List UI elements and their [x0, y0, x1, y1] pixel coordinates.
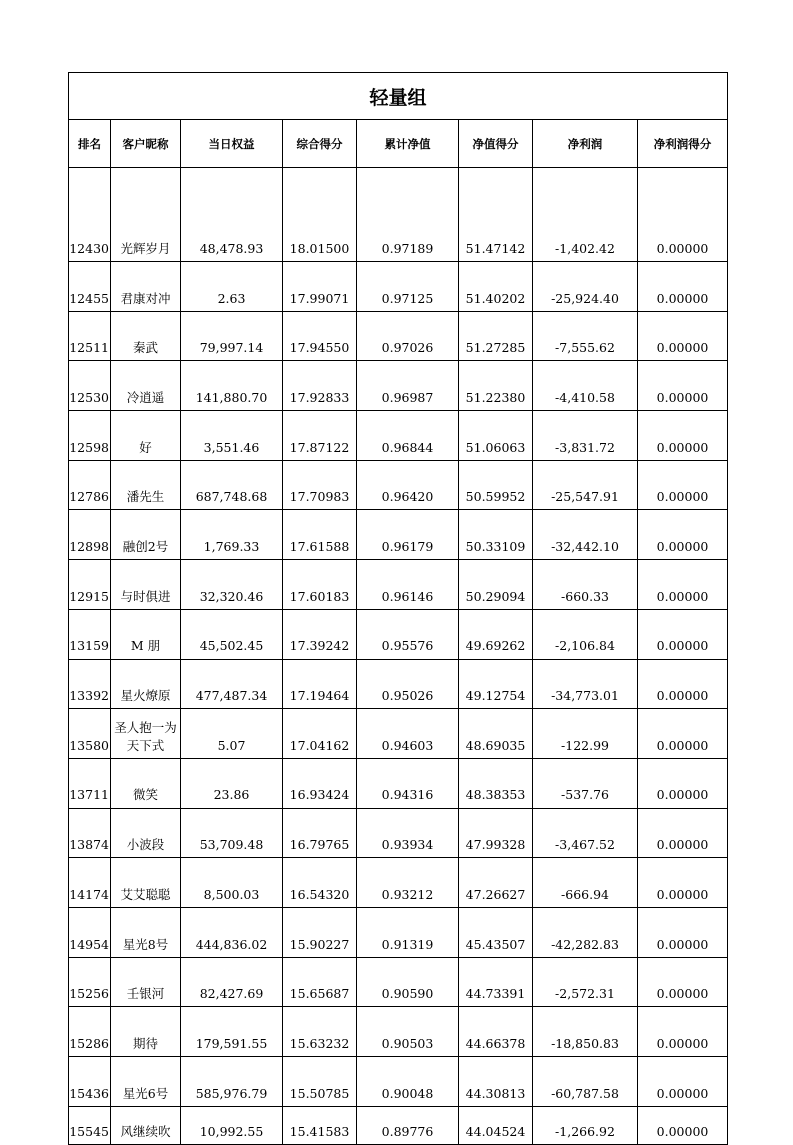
nav-score-cell: 51.22380 [459, 361, 533, 411]
nav-score-cell: 44.73391 [459, 957, 533, 1007]
nav-cell: 0.94316 [357, 758, 459, 808]
net-profit-cell: -1,266.92 [533, 1106, 638, 1144]
total-score-cell: 17.19464 [283, 659, 357, 709]
profit-score-cell: 0.00000 [638, 411, 728, 461]
total-score-cell: 17.70983 [283, 460, 357, 510]
total-score-cell: 17.60183 [283, 560, 357, 610]
header-nickname: 客户昵称 [111, 120, 181, 168]
equity-cell: 45,502.45 [181, 609, 283, 659]
total-score-cell: 15.50785 [283, 1057, 357, 1107]
rank-cell: 12455 [69, 262, 111, 312]
nickname-cell: 好 [111, 411, 181, 461]
total-score-cell: 17.87122 [283, 411, 357, 461]
nickname-cell: 小波段 [111, 808, 181, 858]
rank-cell: 13580 [69, 709, 111, 759]
net-profit-cell: -3,831.72 [533, 411, 638, 461]
profit-score-cell: 0.00000 [638, 262, 728, 312]
profit-score-cell: 0.00000 [638, 957, 728, 1007]
rank-cell: 13711 [69, 758, 111, 808]
nav-cell: 0.96420 [357, 460, 459, 510]
table-row [69, 858, 728, 908]
header-equity: 当日权益 [181, 120, 283, 168]
total-score-cell: 18.01500 [283, 168, 357, 262]
nav-cell: 0.89776 [357, 1106, 459, 1144]
nav-cell: 0.96146 [357, 560, 459, 610]
nav-score-cell: 48.38353 [459, 758, 533, 808]
profit-score-cell: 0.00000 [638, 1007, 728, 1057]
net-profit-cell: -666.94 [533, 858, 638, 908]
header-row [69, 120, 728, 168]
profit-score-cell: 0.00000 [638, 311, 728, 361]
nav-score-cell: 44.66378 [459, 1007, 533, 1057]
equity-cell: 3,551.46 [181, 411, 283, 461]
equity-cell: 1,769.33 [181, 510, 283, 560]
header-cumulative-nav: 累计净值 [357, 120, 459, 168]
equity-cell: 141,880.70 [181, 361, 283, 411]
rank-cell: 13159 [69, 609, 111, 659]
table-row [69, 609, 728, 659]
rank-cell: 12511 [69, 311, 111, 361]
equity-cell: 687,748.68 [181, 460, 283, 510]
nav-score-cell: 51.06063 [459, 411, 533, 461]
profit-score-cell: 0.00000 [638, 361, 728, 411]
table-row [69, 709, 728, 759]
nickname-cell: 艾艾聪聪 [111, 858, 181, 908]
profit-score-cell: 0.00000 [638, 709, 728, 759]
table-row [69, 510, 728, 560]
net-profit-cell: -60,787.58 [533, 1057, 638, 1107]
table-row [69, 758, 728, 808]
nickname-cell: 秦武 [111, 311, 181, 361]
equity-cell: 179,591.55 [181, 1007, 283, 1057]
table-row [69, 907, 728, 957]
total-score-cell: 15.90227 [283, 907, 357, 957]
profit-score-cell: 0.00000 [638, 560, 728, 610]
nav-score-cell: 50.59952 [459, 460, 533, 510]
nickname-cell: 微笑 [111, 758, 181, 808]
nav-cell: 0.97026 [357, 311, 459, 361]
nickname-cell: 壬银河 [111, 957, 181, 1007]
profit-score-cell: 0.00000 [638, 858, 728, 908]
equity-cell: 444,836.02 [181, 907, 283, 957]
table-row [69, 262, 728, 312]
total-score-cell: 17.92833 [283, 361, 357, 411]
nickname-cell: 星光8号 [111, 907, 181, 957]
net-profit-cell: -42,282.83 [533, 907, 638, 957]
nav-score-cell: 45.43507 [459, 907, 533, 957]
nickname-cell: M 朋 [111, 609, 181, 659]
ranking-table [68, 72, 728, 1145]
total-score-cell: 17.99071 [283, 262, 357, 312]
nav-cell: 0.93212 [357, 858, 459, 908]
header-rank: 排名 [69, 120, 111, 168]
nav-cell: 0.96987 [357, 361, 459, 411]
net-profit-cell: -34,773.01 [533, 659, 638, 709]
rank-cell: 13874 [69, 808, 111, 858]
total-score-cell: 16.79765 [283, 808, 357, 858]
header-nav-score: 净值得分 [459, 120, 533, 168]
nickname-cell: 与时俱进 [111, 560, 181, 610]
total-score-cell: 17.61588 [283, 510, 357, 560]
nav-cell: 0.90590 [357, 957, 459, 1007]
nav-score-cell: 47.26627 [459, 858, 533, 908]
nav-cell: 0.93934 [357, 808, 459, 858]
profit-score-cell: 0.00000 [638, 168, 728, 262]
nav-score-cell: 44.30813 [459, 1057, 533, 1107]
total-score-cell: 15.65687 [283, 957, 357, 1007]
equity-cell: 477,487.34 [181, 659, 283, 709]
net-profit-cell: -7,555.62 [533, 311, 638, 361]
table-row [69, 808, 728, 858]
equity-cell: 23.86 [181, 758, 283, 808]
net-profit-cell: -2,106.84 [533, 609, 638, 659]
equity-cell: 48,478.93 [181, 168, 283, 262]
nav-score-cell: 50.29094 [459, 560, 533, 610]
table-body [69, 168, 728, 1145]
rank-cell: 13392 [69, 659, 111, 709]
header-total-score: 综合得分 [283, 120, 357, 168]
rank-cell: 15256 [69, 957, 111, 1007]
equity-cell: 82,427.69 [181, 957, 283, 1007]
nav-cell: 0.95576 [357, 609, 459, 659]
equity-cell: 8,500.03 [181, 858, 283, 908]
total-score-cell: 17.94550 [283, 311, 357, 361]
net-profit-cell: -18,850.83 [533, 1007, 638, 1057]
nav-score-cell: 51.40202 [459, 262, 533, 312]
net-profit-cell: -25,547.91 [533, 460, 638, 510]
rank-cell: 15436 [69, 1057, 111, 1107]
net-profit-cell: -32,442.10 [533, 510, 638, 560]
nav-cell: 0.96844 [357, 411, 459, 461]
header-net-profit: 净利润 [533, 120, 638, 168]
nav-cell: 0.94603 [357, 709, 459, 759]
nav-cell: 0.91319 [357, 907, 459, 957]
equity-cell: 79,997.14 [181, 311, 283, 361]
equity-cell: 10,992.55 [181, 1106, 283, 1144]
total-score-cell: 17.39242 [283, 609, 357, 659]
net-profit-cell: -1,402.42 [533, 168, 638, 262]
table-row [69, 1106, 728, 1144]
nav-score-cell: 49.12754 [459, 659, 533, 709]
ranking-sheet [68, 72, 727, 1145]
nav-score-cell: 44.04524 [459, 1106, 533, 1144]
net-profit-cell: -660.33 [533, 560, 638, 610]
nickname-cell: 融创2号 [111, 510, 181, 560]
nickname-cell: 光辉岁月 [111, 168, 181, 262]
table-row [69, 460, 728, 510]
profit-score-cell: 0.00000 [638, 1106, 728, 1144]
rank-cell: 12915 [69, 560, 111, 610]
nickname-cell: 圣人抱一为天下式 [111, 709, 181, 759]
nav-score-cell: 51.27285 [459, 311, 533, 361]
net-profit-cell: -25,924.40 [533, 262, 638, 312]
nav-cell: 0.97125 [357, 262, 459, 312]
nickname-cell: 潘先生 [111, 460, 181, 510]
profit-score-cell: 0.00000 [638, 808, 728, 858]
table-row [69, 361, 728, 411]
profit-score-cell: 0.00000 [638, 907, 728, 957]
rank-cell: 12898 [69, 510, 111, 560]
total-score-cell: 16.54320 [283, 858, 357, 908]
rank-cell: 14174 [69, 858, 111, 908]
nav-score-cell: 48.69035 [459, 709, 533, 759]
equity-cell: 2.63 [181, 262, 283, 312]
table-row [69, 1057, 728, 1107]
rank-cell: 12598 [69, 411, 111, 461]
profit-score-cell: 0.00000 [638, 1057, 728, 1107]
net-profit-cell: -537.76 [533, 758, 638, 808]
equity-cell: 53,709.48 [181, 808, 283, 858]
header-profit-score: 净利润得分 [638, 120, 728, 168]
nav-cell: 0.97189 [357, 168, 459, 262]
total-score-cell: 15.41583 [283, 1106, 357, 1144]
equity-cell: 32,320.46 [181, 560, 283, 610]
rank-cell: 12430 [69, 168, 111, 262]
total-score-cell: 15.63232 [283, 1007, 357, 1057]
table-title: 轻量组 [69, 73, 728, 120]
rank-cell: 15286 [69, 1007, 111, 1057]
rank-cell: 14954 [69, 907, 111, 957]
nickname-cell: 风继续吹 [111, 1106, 181, 1144]
nickname-cell: 君康对冲 [111, 262, 181, 312]
nickname-cell: 冷逍遥 [111, 361, 181, 411]
nav-score-cell: 50.33109 [459, 510, 533, 560]
nav-score-cell: 51.47142 [459, 168, 533, 262]
net-profit-cell: -3,467.52 [533, 808, 638, 858]
table-row [69, 957, 728, 1007]
table-row [69, 1007, 728, 1057]
nav-cell: 0.90503 [357, 1007, 459, 1057]
rank-cell: 12530 [69, 361, 111, 411]
equity-cell: 5.07 [181, 709, 283, 759]
profit-score-cell: 0.00000 [638, 609, 728, 659]
profit-score-cell: 0.00000 [638, 460, 728, 510]
nav-cell: 0.96179 [357, 510, 459, 560]
profit-score-cell: 0.00000 [638, 510, 728, 560]
nickname-cell: 期待 [111, 1007, 181, 1057]
equity-cell: 585,976.79 [181, 1057, 283, 1107]
nav-score-cell: 49.69262 [459, 609, 533, 659]
table-row [69, 168, 728, 262]
table-row [69, 311, 728, 361]
profit-score-cell: 0.00000 [638, 758, 728, 808]
rank-cell: 12786 [69, 460, 111, 510]
net-profit-cell: -122.99 [533, 709, 638, 759]
nickname-cell: 星光6号 [111, 1057, 181, 1107]
profit-score-cell: 0.00000 [638, 659, 728, 709]
total-score-cell: 16.93424 [283, 758, 357, 808]
table-row [69, 411, 728, 461]
net-profit-cell: -4,410.58 [533, 361, 638, 411]
rank-cell: 15545 [69, 1106, 111, 1144]
net-profit-cell: -2,572.31 [533, 957, 638, 1007]
nav-cell: 0.90048 [357, 1057, 459, 1107]
total-score-cell: 17.04162 [283, 709, 357, 759]
table-row [69, 659, 728, 709]
nav-score-cell: 47.99328 [459, 808, 533, 858]
nav-cell: 0.95026 [357, 659, 459, 709]
table-row [69, 560, 728, 610]
nickname-cell: 星火燎原 [111, 659, 181, 709]
